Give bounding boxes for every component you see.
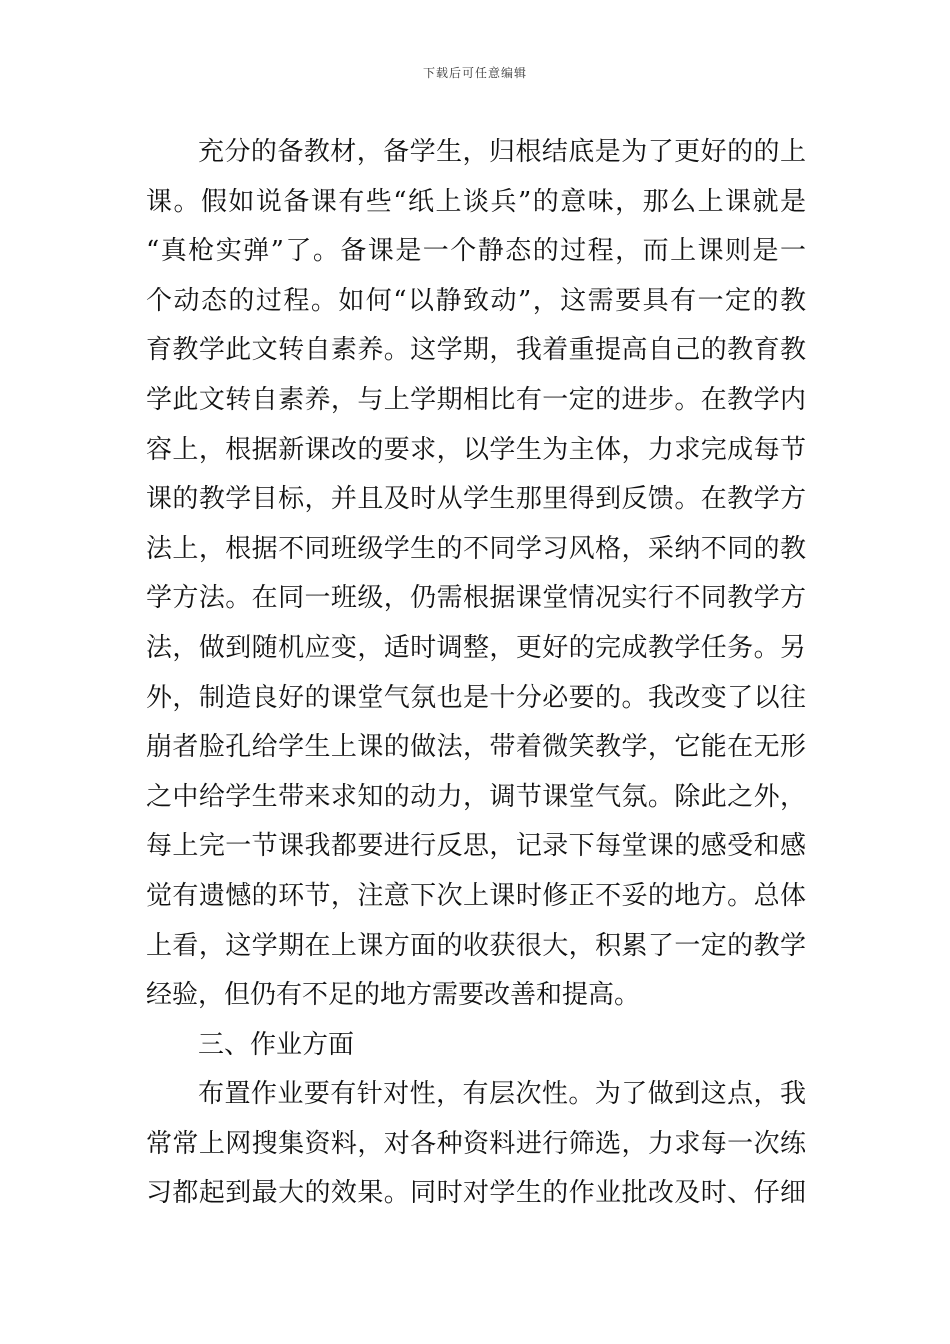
paragraph-line: 法，做到随机应变，适时调整，更好的完成教学任务。另 <box>146 632 806 663</box>
paragraph-line: 课。假如说备课有些“纸上谈兵”的意味，那么上课就是 <box>146 186 806 217</box>
paragraph-line: 学此文转自素养，与上学期相比有一定的进步。在教学内 <box>146 384 806 415</box>
paragraph-line: 觉有遗憾的环节，注意下次上课时修正不妥的地方。总体 <box>146 880 806 911</box>
paragraph-line: 布置作业要有针对性，有层次性。为了做到这点，我 <box>198 1079 806 1110</box>
page-header: 下载后可任意编辑 <box>422 66 527 80</box>
paragraph-line: 充分的备教材，备学生，归根结底是为了更好的的上 <box>198 137 806 167</box>
section-heading: 三、作业方面 <box>198 1029 355 1060</box>
paragraph-line: 法上，根据不同班级学生的不同学习风格，采纳不同的教 <box>146 533 806 564</box>
paragraph-line: 之中给学生带来求知的动力，调节课堂气氛。除此之外， <box>146 781 806 812</box>
paragraph-line: 每上完一节课我都要进行反思，记录下每堂课的感受和感 <box>146 831 806 862</box>
paragraph-line: 个动态的过程。如何“以静致动”，这需要具有一定的教 <box>146 285 806 316</box>
paragraph-line: 上看，这学期在上课方面的收获很大，积累了一定的教学 <box>146 930 806 961</box>
paragraph-line: 崩者脸孔给学生上课的做法，带着微笑教学，它能在无形 <box>146 732 806 763</box>
paragraph-line: 经验，但仍有不足的地方需要改善和提高。 <box>146 980 641 1011</box>
paragraph-line: 外，制造良好的课堂气氛也是十分必要的。我改变了以往 <box>146 682 806 713</box>
paragraph-line: 习都起到最大的效果。同时对学生的作业批改及时、仔细 <box>146 1178 806 1209</box>
paragraph-line: 容上，根据新课改的要求，以学生为主体，力求完成每节 <box>146 434 806 465</box>
paragraph-line: 学方法。在同一班级，仍需根据课堂情况实行不同教学方 <box>146 583 806 614</box>
document-body <box>146 128 806 1219</box>
paragraph-line: 课的教学目标，并且及时从学生那里得到反馈。在教学方 <box>146 484 806 515</box>
paragraph-line: “真枪实弹”了。备课是一个静态的过程，而上课则是一 <box>146 236 806 267</box>
paragraph-line: 育教学此文转自素养。这学期，我着重提高自己的教育教 <box>146 335 806 366</box>
paragraph-line: 常常上网搜集资料，对各种资料进行筛选，力求每一次练 <box>146 1128 806 1159</box>
